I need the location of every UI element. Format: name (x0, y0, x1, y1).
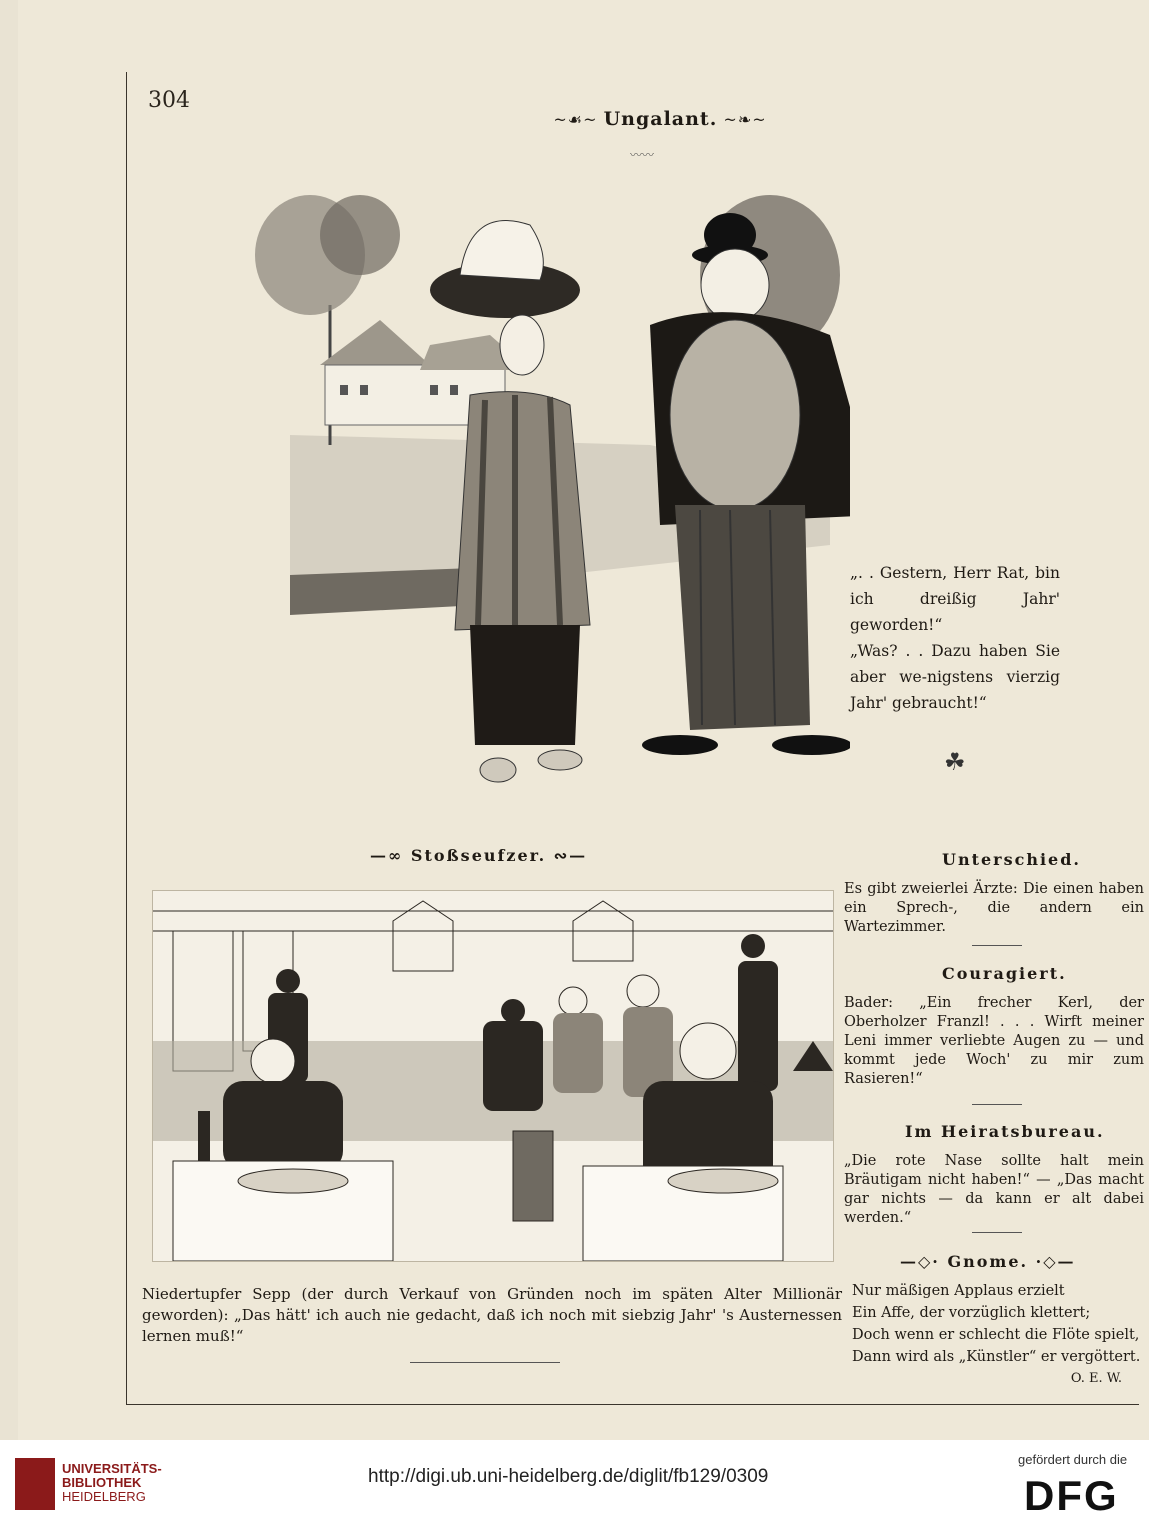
text-couragiert: Bader: „Ein frecher Kerl, der Oberholzer Franzl! . . . Wirft meiner Leni immer verliebte Augen zu — und kommt jede Woch' zu mir zum Rasieren!“ (844, 995, 1144, 1087)
caption-line: „Was? . . Dazu haben Sie aber we-nigstens vierzig Jahr' gebraucht!“ (850, 642, 1060, 712)
heading-unterschied: Unterschied. (942, 850, 1081, 869)
poem-signature: O. E. W. (1070, 1371, 1122, 1386)
page-number: 304 (148, 88, 190, 113)
title-ornament-right: ~❧~ (717, 110, 767, 129)
closing-rule (410, 1362, 560, 1363)
stossseufzer-caption: Niedertupfer Sepp (der durch Verkauf von Gründen noch im späten Alter Millionär geworden): „Das hätt' ich auch nie gedacht, daß ich noch mit siebzig Jahr' 's Austernessen lernen muß!“ (142, 1285, 842, 1345)
poem-line: Nur mäßigen Applaus erzielt (852, 1283, 1065, 1299)
heading-ornament: —∞ (370, 846, 411, 865)
poem-line: Ein Affe, der vorzüglich klettert; (852, 1305, 1091, 1321)
page-title (540, 108, 780, 130)
separator-rule (972, 1104, 1022, 1105)
permalink[interactable]: http://digi.ub.uni-heidelberg.de/diglit/fb129/0309 (368, 1466, 769, 1487)
heading-ornament: —◇· (900, 1252, 948, 1271)
funding-note: gefördert durch die (1018, 1452, 1128, 1467)
caption-line: „. . Gestern, Herr Rat, bin ich dreißig Jahr' geworden!“ (850, 564, 1060, 634)
library-line: UNIVERSITÄTS- (62, 1461, 162, 1476)
text-heiratsbureau: „Die rote Nase sollte halt mein Bräutigam nicht haben!“ — „Das macht gar nichts — da kann er alt dabei werden.“ (844, 1153, 1144, 1226)
heading-ornament: ·◇— (1028, 1252, 1076, 1271)
separator-rule (972, 1232, 1022, 1233)
heading-couragiert: Couragiert. (942, 964, 1067, 983)
clover-ornament: ☘ (944, 748, 966, 776)
dfg-logo: DFG (1024, 1472, 1119, 1519)
illustration-ungalant (230, 185, 850, 805)
text-unterschied: Es gibt zweierlei Ärzte: Die einen haben ein Sprech-, die andern ein Wartezimmer. (844, 881, 1144, 935)
heading-text: Stoßseufzer. (410, 846, 547, 865)
poem-line: Dann wird als „Künstler“ er vergöttert. (852, 1349, 1141, 1365)
illustration-restaurant (152, 890, 834, 1262)
library-line: HEIDELBERG (62, 1489, 146, 1504)
heading-gnome (900, 1252, 1076, 1271)
title-squiggle: 〰〰 (630, 148, 655, 162)
ungalant-caption (850, 560, 1060, 716)
library-logo-icon (15, 1458, 55, 1510)
library-name (62, 1462, 162, 1504)
title-text: Ungalant. (603, 108, 718, 130)
title-ornament-left: ~☙~ (553, 110, 604, 129)
heading-heiratsbureau: Im Heiratsbureau. (905, 1122, 1105, 1141)
section-heading-stossseufzer (370, 846, 587, 865)
separator-rule (972, 945, 1022, 946)
poem-gnome (852, 1280, 1149, 1390)
heading-text: Gnome. (947, 1252, 1029, 1271)
poem-line: Doch wenn er schlecht die Flöte spielt, (852, 1327, 1140, 1343)
heading-ornament: ∾— (546, 846, 588, 865)
library-line: BIBLIOTHEK (62, 1475, 142, 1490)
